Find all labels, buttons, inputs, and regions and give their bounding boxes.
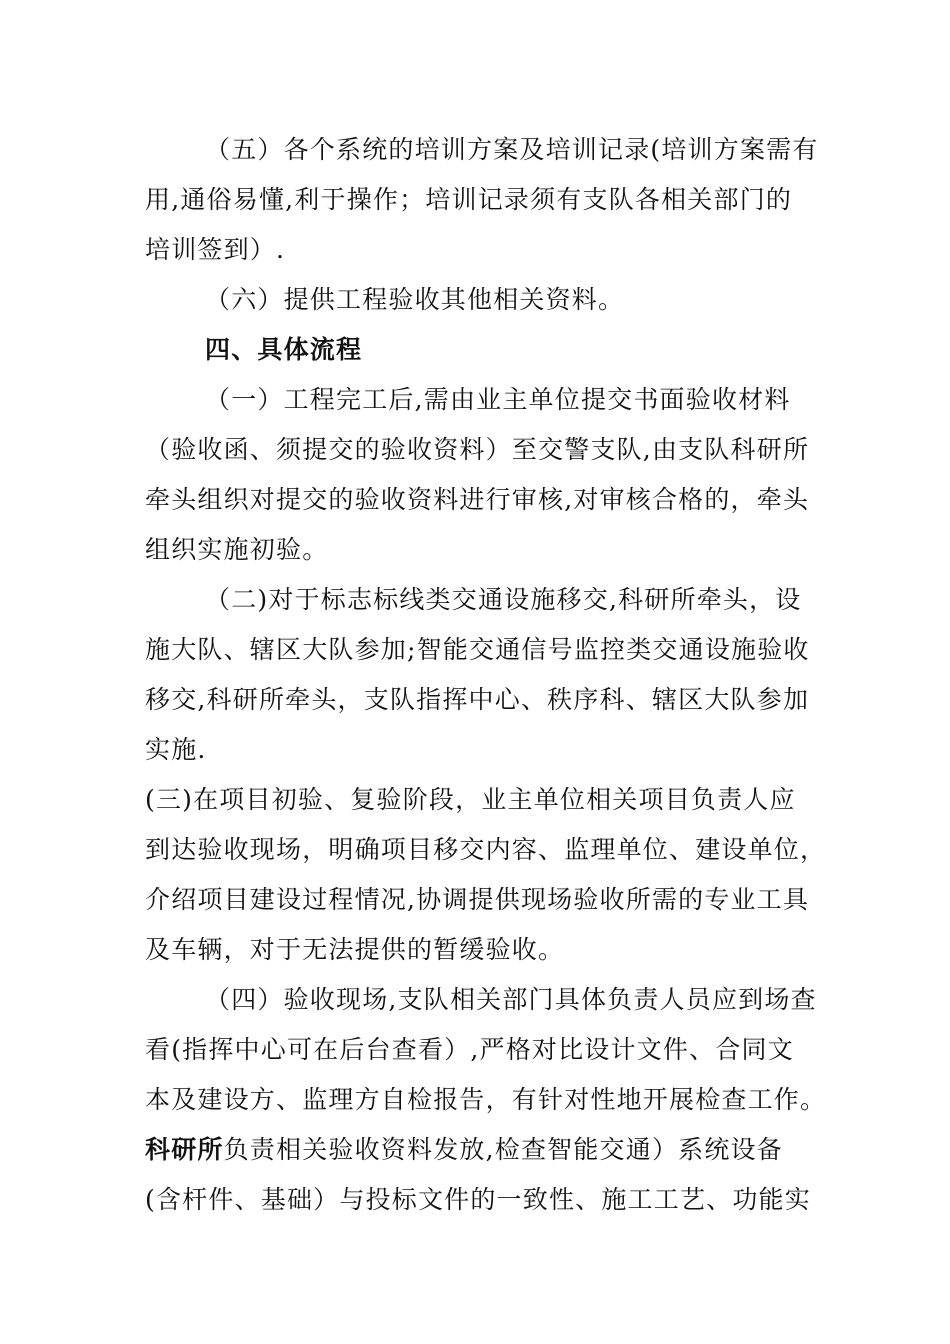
section-heading: 四、具体流程 [205,335,363,364]
step-3-line-2: 到达验收现场，明确项目移交内容、监理单位、建设单位， [145,835,827,864]
step-1-line-1: （一）工程完工后,需由业主单位提交书面验收材料 [205,385,791,414]
step-2-line-2: 施大队、辖区大队参加;智能交通信号监控类交通设施验收 [145,635,810,664]
step-2-line-3: 移交,科研所牵头，支队指挥中心、秩序科、辖区大队参加 [145,685,810,714]
step-4-line-5: (含杆件、基础）与投标文件的一致性、施工工艺、功能实 [145,1185,811,1214]
step-4-line-3: 本及建设方、监理方自检报告，有针对性地开展检查工作。 [145,1085,827,1114]
step-3-line-3: 介绍项目建设过程情况,协调提供现场验收所需的专业工具 [145,885,810,914]
step-4-line-2: 看(指挥中心可在后台查看）,严格对比设计文件、合同文 [145,1035,794,1064]
step-2-line-1: （二)对于标志标线类交通设施移交,科研所牵头，设 [205,585,802,614]
step-4-line-4-text: 负责相关验收资料发放,检查智能交通）系统设备 [223,1135,783,1164]
bold-lead-text: 科研所 [145,1135,224,1164]
paragraph-5-line-3: 培训签到）. [145,235,286,264]
step-1-line-4: 组织实施初验。 [145,535,329,564]
step-3-line-1: (三)在项目初验、复验阶段，业主单位相关项目负责人应 [145,785,796,814]
paragraph-5-line-1: （五）各个系统的培训方案及培训记录(培训方案需有 [205,135,819,164]
step-1-line-2: （验收函、须提交的验收资料）至交警支队,由支队科研所 [145,435,810,464]
step-3-line-4: 及车辆，对于无法提供的暂缓验收。 [145,935,565,964]
paragraph-5-line-2: 用,通俗易懂,利于操作；培训记录须有支队各相关部门的 [145,185,793,214]
step-1-line-3: 牵头组织对提交的验收资料进行审核,对审核合格的，牵头 [145,485,810,514]
step-2-line-4: 实施. [145,735,207,764]
step-4-line-1: （四）验收现场,支队相关部门具体负责人员应到场查 [205,985,817,1014]
step-4-line-4 [145,1133,783,1167]
paragraph-6-line-1: （六）提供工程验收其他相关资料。 [205,285,625,314]
